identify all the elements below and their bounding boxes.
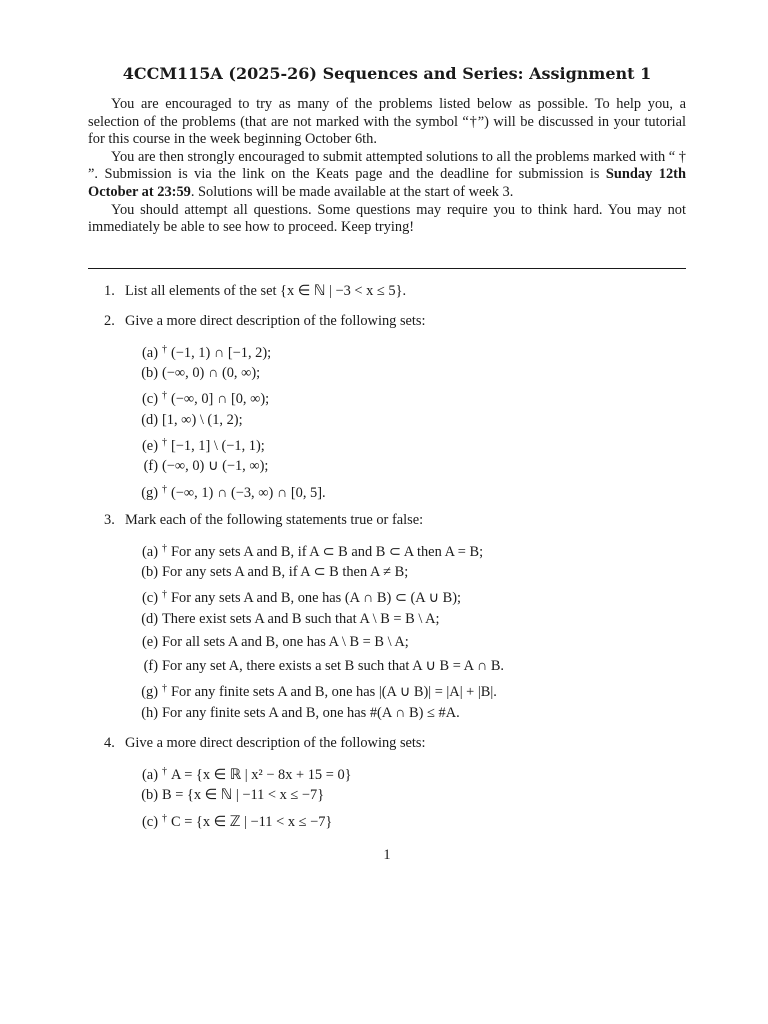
intro-text — [88, 96, 686, 237]
part-text: A = {x ∈ ℝ | x² − 8x + 15 = 0} — [171, 767, 352, 783]
part-label: (d) — [141, 611, 158, 627]
part-label: (b) — [141, 564, 158, 580]
dagger-mark: † — [162, 484, 167, 495]
question-2c — [128, 387, 668, 408]
question-number: 3. — [104, 512, 115, 528]
intro-paragraph-2 — [88, 149, 686, 202]
part-text: For any sets A and B, if A ⊂ B then A ≠ B; — [162, 564, 409, 580]
part-text: (−∞, 0) ∪ (−1, ∞); — [162, 458, 269, 474]
page-title: 4CCM115A (2025-26) Sequences and Series: Assignment 1 — [122, 64, 652, 83]
dagger-mark: † — [162, 683, 167, 694]
part-label: (f) — [143, 458, 158, 474]
part-text: For any finite sets A and B, one has #(A ∩ B) ≤ #A. — [162, 705, 460, 721]
question-3d — [128, 610, 668, 628]
question-3f — [128, 657, 668, 675]
question-text: Give a more direct description of the following sets: — [125, 735, 426, 751]
part-label: (c) — [142, 814, 158, 830]
part-text: For any sets A and B, if A ⊂ B and B ⊂ A then A = B; — [171, 544, 484, 560]
question-3c — [128, 586, 668, 607]
part-label: (b) — [141, 365, 158, 381]
question-4a — [128, 763, 668, 784]
part-label: (d) — [141, 412, 158, 428]
question-3 — [104, 511, 684, 529]
part-text: (−∞, 1) ∩ (−3, ∞) ∩ [0, 5]. — [171, 485, 326, 501]
question-3b — [128, 563, 668, 581]
question-number: 1. — [104, 283, 115, 299]
question-3g — [128, 680, 668, 701]
question-number: 2. — [104, 313, 115, 329]
intro-paragraph-1: You are encouraged to try as many of the problems listed below as possible. To help you, a selection of the problems (that are not marked with the symbol “†”) will be discussed in your tutorial for this course in the week beginning October 6th. — [88, 96, 686, 148]
dagger-mark: † — [162, 589, 167, 600]
part-label: (a) — [142, 544, 158, 560]
question-text: List all elements of the set {x ∈ ℕ | −3 < x ≤ 5}. — [125, 283, 407, 299]
question-2g — [128, 481, 668, 502]
part-label: (e) — [142, 634, 158, 650]
question-2f — [128, 457, 668, 475]
part-label: (f) — [143, 658, 158, 674]
question-text: Give a more direct description of the following sets: — [125, 313, 426, 329]
question-4 — [104, 734, 684, 752]
question-2b — [128, 364, 668, 382]
question-2 — [104, 312, 684, 330]
dagger-mark: † — [162, 437, 167, 448]
part-label: (e) — [142, 438, 158, 454]
part-text: (−1, 1) ∩ [−1, 2); — [171, 345, 272, 361]
question-3h — [128, 704, 668, 722]
question-3e — [128, 633, 668, 651]
question-2d — [128, 411, 668, 429]
intro-paragraph-2-end: . Solutions will be made available at the start of week 3. — [190, 183, 514, 200]
dagger-mark: † — [162, 390, 167, 401]
intro-paragraph-2-start: You are then strongly encouraged to submit attempted solutions to all the problems marked with “ † ”. Submission is via the link on the Keats page and the deadline for submission is — [88, 148, 686, 183]
part-text: (−∞, 0) ∩ (0, ∞); — [162, 365, 261, 381]
part-text: B = {x ∈ ℕ | −11 < x ≤ −7} — [162, 787, 325, 803]
question-text: Mark each of the following statements true or false: — [125, 512, 424, 528]
horizontal-divider — [88, 268, 686, 269]
part-text: (−∞, 0] ∩ [0, ∞); — [171, 391, 270, 407]
assignment-page — [88, 0, 686, 1024]
part-text: For any set A, there exists a set B such that A ∪ B = A ∩ B. — [162, 658, 505, 674]
intro-paragraph-3: You should attempt all questions. Some questions may require you to think hard. You may not immediately be able to see how to proceed. Keep trying! — [88, 201, 686, 236]
part-text: C = {x ∈ ℤ | −11 < x ≤ −7} — [171, 814, 333, 830]
question-2a — [128, 341, 668, 362]
part-text: For all sets A and B, one has A \ B = B \ A; — [162, 634, 409, 650]
question-3a — [128, 540, 668, 561]
part-label: (c) — [142, 590, 158, 606]
part-text: [−1, 1] \ (−1, 1); — [171, 438, 265, 454]
part-text: For any finite sets A and B, one has |(A ∪ B)| = |A| + |B|. — [171, 684, 497, 700]
part-label: (g) — [141, 684, 158, 700]
part-text: There exist sets A and B such that A \ B = B \ A; — [162, 611, 440, 627]
question-2e — [128, 434, 668, 455]
dagger-mark: † — [162, 344, 167, 355]
part-label: (c) — [142, 391, 158, 407]
question-4c — [128, 810, 668, 831]
part-label: (h) — [141, 705, 158, 721]
part-label: (g) — [141, 485, 158, 501]
dagger-mark: † — [162, 766, 167, 777]
question-number: 4. — [104, 735, 115, 751]
question-1 — [104, 282, 684, 300]
part-text: For any sets A and B, one has (A ∩ B) ⊂ (A ∪ B); — [171, 590, 462, 606]
deadline-text: Sunday 12th October at 23:59 — [88, 166, 686, 200]
part-label: (a) — [142, 767, 158, 783]
dagger-mark: † — [162, 813, 167, 824]
part-text: [1, ∞) \ (1, 2); — [162, 412, 243, 428]
dagger-mark: † — [162, 543, 167, 554]
question-4b — [128, 786, 668, 804]
part-label: (b) — [141, 787, 158, 803]
part-label: (a) — [142, 345, 158, 361]
page-number: 1 — [383, 847, 391, 863]
